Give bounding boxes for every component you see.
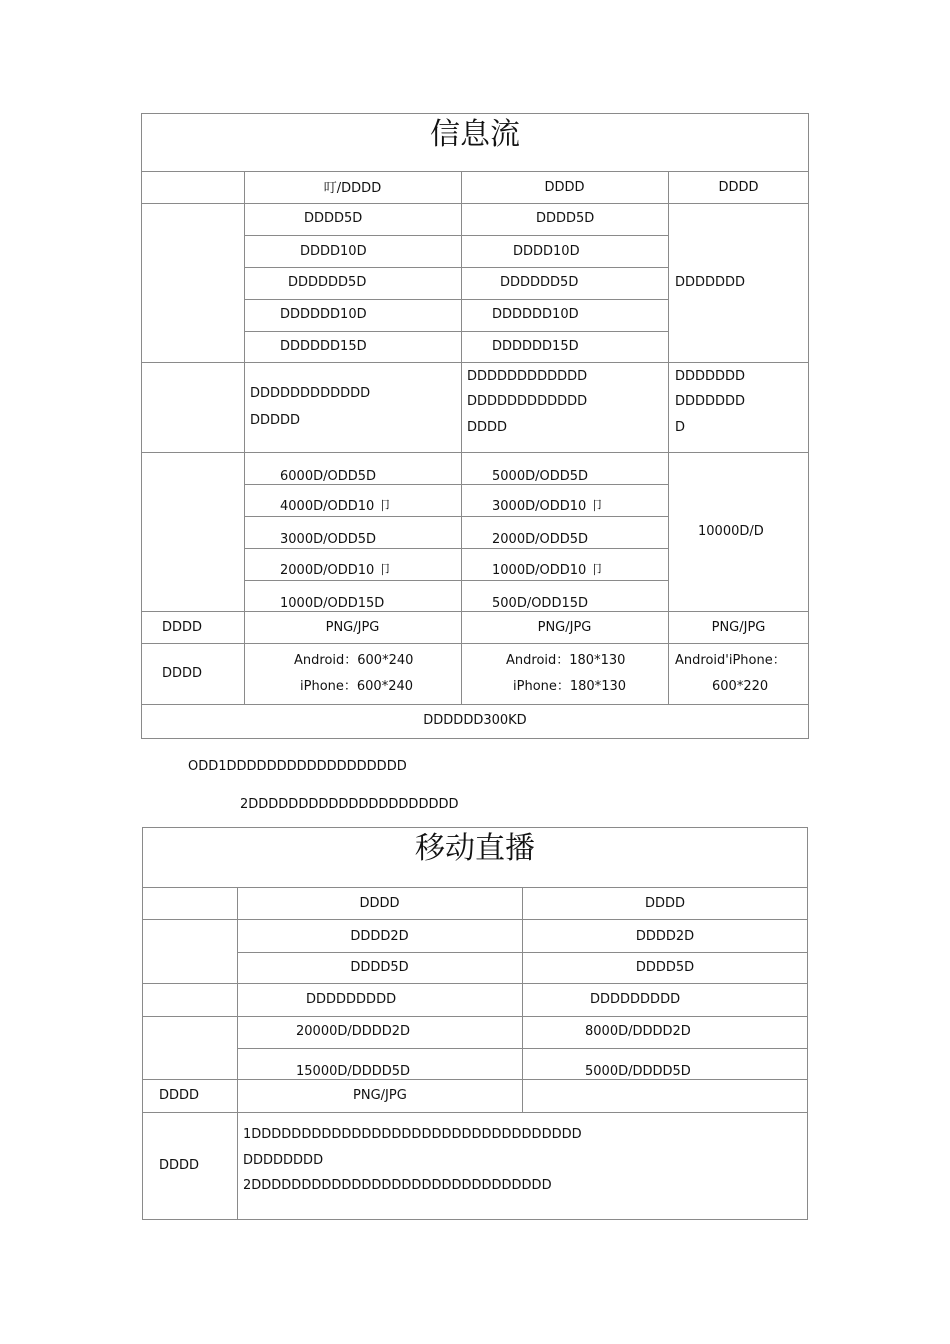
feed-row-b-col3-line: DDDDDDD [675,369,746,384]
live-header-col1: DDDD [359,896,400,911]
feed-row-c-col2-item: 3000D/ODD10 卩 [492,499,604,514]
feed-row-c-col2-item: 500D/ODD15D [492,596,589,611]
feed-row-c-col1-item: 2000D/ODD10 卩 [280,563,392,578]
feed-row-c-col2-item: 1000D/ODD10 卩 [492,563,604,578]
live-row-a-col2-item: DDDD5D [635,960,695,975]
live-format-label: DDDD [159,1088,200,1103]
live-row-c-col1-item: 20000D/DDDD2D [296,1024,411,1039]
feed-row-c-col3: 10000D/D [698,524,764,539]
live-row-a-col1-item: DDDD5D [350,960,409,975]
feed-row-a-col2-item: DDDDDD10D [492,307,579,322]
feed-row-a-col1-item: DDDD5D [304,211,363,226]
feed-row-a-col1-item: DDDD10D [300,244,367,259]
feed-header-col1: 叮/DDDD [323,181,382,196]
feed-size-col2-line: iPhone：180*130 [513,679,627,694]
live-row-c-col1-item: 15000D/DDDD5D [296,1064,411,1079]
feed-row-c-col2-item: 2000D/ODD5D [492,532,589,547]
feed-row-a-col1-item: DDDDDD10D [280,307,367,322]
live-row-b-col2: DDDDDDDDD [590,992,681,1007]
live-req-line: DDDDDDDD [243,1153,324,1168]
note-line-2: 2DDDDDDDDDDDDDDDDDDDDD [240,797,459,812]
feed-header-col3: DDDD [718,180,759,195]
feed-row-c-col1-item: 1000D/ODD15D [280,596,385,611]
feed-row-c-col1-item: 4000D/ODD10 卩 [280,499,392,514]
feed-title: 信息流 [430,117,520,152]
feed-format-label: DDDD [162,620,203,635]
live-row-c-col2-item: 5000D/DDDD5D [585,1064,691,1079]
feed-size-col1-line: iPhone：600*240 [300,679,414,694]
feed-row-c-col1-item: 6000D/ODD5D [280,469,377,484]
live-req-line: 2DDDDDDDDDDDDDDDDDDDDDDDDDDDDDD [243,1178,552,1193]
feed-row-b-col2-line: DDDDDDDDDDDD [467,369,588,384]
feed-size-col3-line: Android'iPhone： [675,653,786,668]
feed-row-c-col1-item: 3000D/ODD5D [280,532,377,547]
feed-format-col3: PNG/JPG [711,620,766,635]
live-table [142,827,808,1220]
feed-format-col1: PNG/JPG [325,620,380,635]
live-row-a-col1-item: DDDD2D [350,929,409,944]
feed-row-a-col2-item: DDDDDD15D [492,339,579,354]
note-line-1: ODD1DDDDDDDDDDDDDDDDDD [188,759,407,774]
feed-size-col3-line: 600*220 [712,679,769,694]
live-title: 移动直播 [415,831,535,866]
live-row-b-col1: DDDDDDDDD [306,992,397,1007]
feed-header-col2: DDDD [544,180,585,195]
feed-size-col1-line: Android：600*240 [294,653,414,668]
feed-format-col2: PNG/JPG [537,620,592,635]
live-row-a-col2-item: DDDD2D [635,929,695,944]
feed-row-b-col1-line: DDDDD [250,413,301,428]
feed-row-b-col3-line: DDDDDDD [675,394,746,409]
feed-size-label: DDDD [162,666,203,681]
feed-row-b-col2-line: DDDD [467,420,508,435]
feed-row-a-col2-item: DDDD5D [536,211,595,226]
feed-row-c-col2-item: 5000D/ODD5D [492,469,589,484]
live-req-label: DDDD [159,1158,200,1173]
feed-row-b-col2-line: DDDDDDDDDDDD [467,394,588,409]
live-header-col2: DDDD [644,896,686,911]
live-format-col1: PNG/JPG [353,1088,407,1103]
feed-row-b-col1-line: DDDDDDDDDDDD [250,386,371,401]
feed-row-a-col1-item: DDDDDD5D [288,275,367,290]
live-row-c-col2-item: 8000D/DDDD2D [585,1024,691,1039]
feed-footer: DDDDDD300KD [423,713,527,728]
feed-row-a-col2-item: DDDDDD5D [500,275,579,290]
feed-row-a-col1-item: DDDDDD15D [280,339,367,354]
feed-row-a-col3: DDDDDDD [675,275,746,290]
feed-row-a-col2-item: DDDD10D [513,244,580,259]
feed-size-col2-line: Android：180*130 [506,653,626,668]
feed-row-b-col3-line: D [675,420,686,435]
live-req-line: 1DDDDDDDDDDDDDDDDDDDDDDDDDDDDDDDDD [243,1127,582,1142]
